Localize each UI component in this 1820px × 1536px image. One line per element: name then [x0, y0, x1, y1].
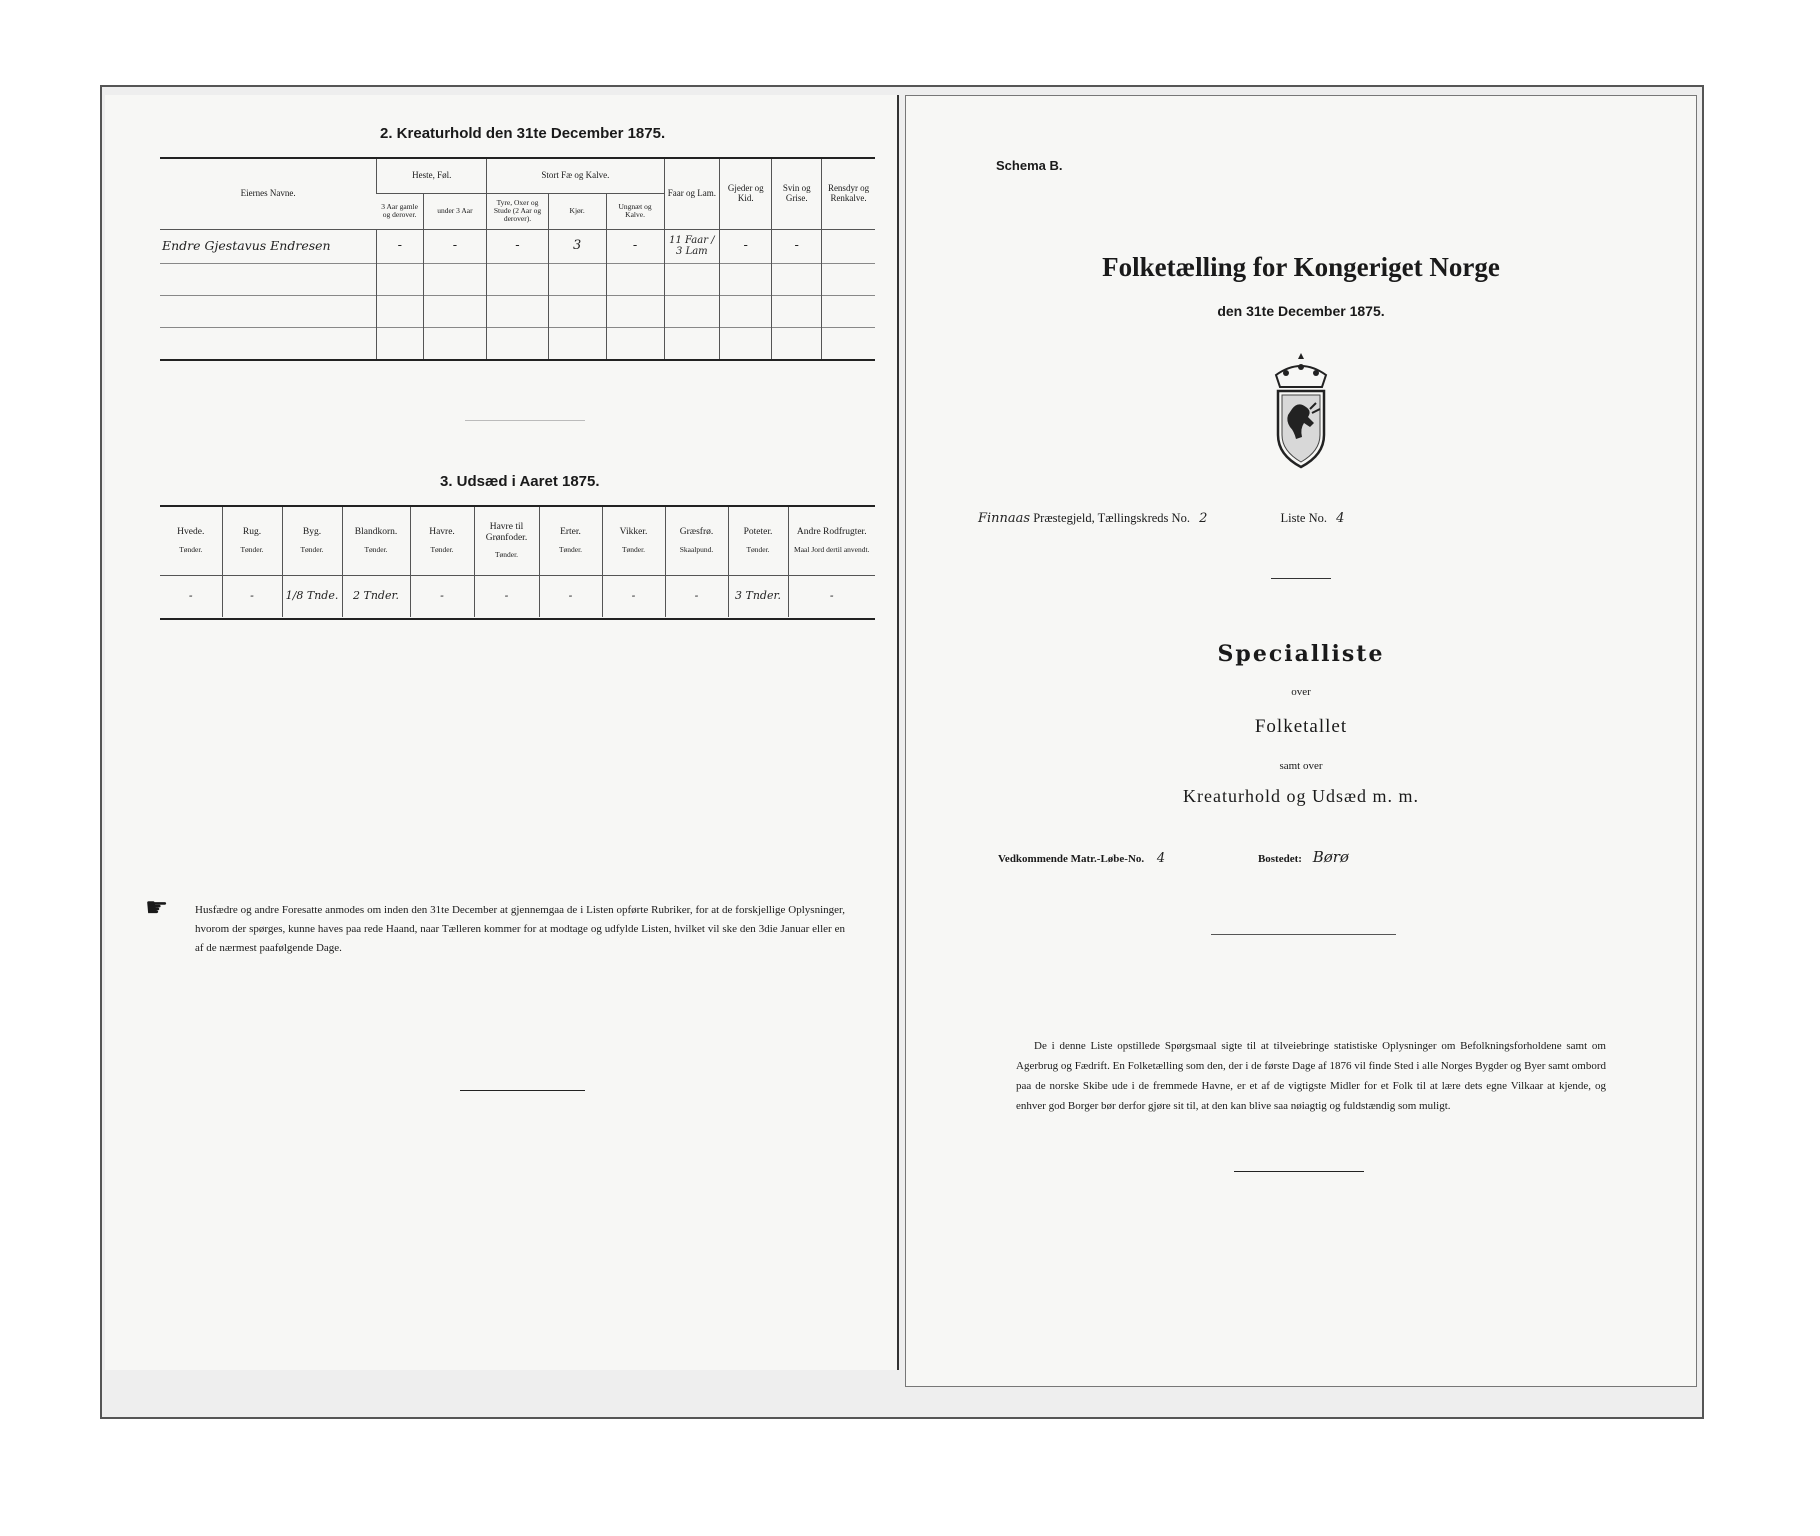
owner-name: Endre Gjestavus Endresen	[162, 238, 331, 254]
bulls-header: Tyre, Oxer og Stude (2 Aar og derover).	[487, 193, 548, 229]
cattle-header: Stort Fæ og Kalve.	[487, 159, 664, 193]
seed-cell: -	[474, 575, 539, 617]
seed-table-bottom-rule	[160, 618, 875, 620]
liste-number: 4	[1336, 511, 1345, 526]
district-line	[978, 511, 1678, 526]
cell-cows: 3	[548, 229, 606, 263]
seed-column-name: Græsfrø.	[679, 527, 714, 538]
seed-cell: -	[188, 589, 193, 603]
reindeer-header: Rensdyr og Renkalve.	[822, 159, 875, 229]
goats-header: Gjeder og Kid.	[720, 159, 772, 229]
seed-column-unit: Tønder.	[300, 544, 324, 554]
cell-sheep: 11 Faar / 3 Lam	[664, 229, 720, 263]
seed-column-name: Byg.	[302, 527, 322, 538]
faint-divider	[465, 420, 585, 421]
page-title: Folketælling for Kongeriget Norge	[1102, 252, 1500, 282]
matr-number: 4	[1156, 851, 1166, 866]
coat-of-arms-icon	[1268, 351, 1334, 471]
kreds-number: 2	[1199, 511, 1208, 526]
cell-pigs: -	[772, 229, 822, 263]
bottom-divider	[460, 1090, 585, 1091]
table-row	[160, 229, 875, 263]
schema-label: Schema B.	[996, 158, 1063, 173]
bottom-divider-right	[1234, 1171, 1364, 1172]
seed-cell: -	[222, 575, 282, 617]
bosted-label: Bostedet:	[1257, 853, 1302, 865]
table-row	[160, 575, 875, 617]
cell-horses-young: -	[423, 229, 487, 263]
table-row	[160, 263, 875, 295]
seed-column-unit: Tønder.	[430, 544, 454, 554]
seed-column-unit: Tønder.	[746, 544, 770, 554]
seed-column-header	[160, 507, 222, 575]
seed-column-unit: Maal Jord dertil anvendt.	[794, 544, 870, 554]
seed-column-unit: Tønder.	[621, 544, 646, 554]
seed-column-name: Blandkorn.	[354, 527, 398, 538]
seed-cell: -	[539, 575, 602, 617]
seed-column-unit: Tønder.	[240, 544, 264, 554]
cell-bulls: -	[487, 229, 548, 263]
parish-label: Præstegjeld, Tællingskreds No.	[1033, 511, 1190, 525]
seed-column-name: Rug.	[242, 527, 262, 538]
seed-column-header	[665, 507, 728, 575]
seed-column-name: Havre.	[429, 527, 455, 538]
seed-cell: 1/8 Tnde.	[282, 575, 342, 617]
specialliste-heading: Specialliste	[1217, 641, 1385, 667]
samt-over-text: samt over	[1279, 760, 1323, 772]
seed-cell: 3 Tnder.	[728, 575, 788, 617]
seed-column-header	[539, 507, 602, 575]
owner-header: Eiernes Navne.	[160, 159, 377, 229]
seed-cell: 2 Tnder.	[342, 575, 410, 617]
matr-label: Vedkommende Matr.-Løbe-No.	[998, 853, 1145, 865]
cows-header: Kjør.	[548, 193, 606, 229]
seed-column-header	[728, 507, 788, 575]
seed-column-header	[474, 507, 539, 575]
seed-column-header	[282, 507, 342, 575]
seed-column-unit: Tønder.	[494, 550, 519, 560]
section2-title: 2. Kreaturhold den 31te December 1875.	[380, 125, 666, 142]
seed-column-name: Erter.	[560, 527, 581, 538]
over-text: over	[1291, 686, 1311, 698]
horses-old-header: 3 Aar gamle og derover.	[377, 193, 423, 229]
mid-divider	[1211, 934, 1396, 935]
seed-column-unit: Skaalpund.	[679, 544, 714, 554]
parish-name: Finnaas	[978, 511, 1031, 526]
pointing-hand-icon: ☛	[145, 893, 169, 922]
sheep-header: Faar og Lam.	[664, 159, 720, 229]
kreaturhold-heading: Kreaturhold og Udsæd m. m.	[1183, 786, 1419, 806]
livestock-table	[160, 159, 875, 359]
young-cattle-header: Ungnæt og Kalve.	[606, 193, 664, 229]
table-row	[160, 295, 875, 327]
seed-column-unit: Tønder.	[179, 544, 203, 554]
seed-column-name: Havre til Grønfoder.	[485, 522, 528, 543]
horses-young-header: under 3 Aar	[423, 193, 487, 229]
horses-header: Heste, Føl.	[377, 159, 487, 193]
short-divider	[1271, 578, 1331, 579]
seed-cell: -	[602, 575, 665, 617]
seed-column-name: Vikker.	[619, 527, 648, 538]
table-row	[160, 327, 875, 359]
folketallet-heading: Folketallet	[1254, 716, 1348, 737]
right-page	[905, 95, 1697, 1387]
cell-horses-old: -	[377, 229, 423, 263]
seed-column-header	[602, 507, 665, 575]
section3-title: 3. Udsæd i Aaret 1875.	[440, 473, 600, 490]
explanation-paragraph: De i denne Liste opstillede Spørgsmaal sigte til at tilveiebringe statistiske Oplysninger om Befolkningsforholdene samt om Agerbrug og Fædrift. En Folketælling som den, der i de første Dage af 1876 vil finde Sted i alle Norges Bygder og Byer samt ombord paa de norske Skibe ude i de fremmede Havne, er et af de vigtigste Midler for et Folk til at lære dets egne Vilkaar at kjende, og enhver god Borger bør derfor gjøre sit til, at den kan blive saa nøiagtig og fuldstændig som muligt.	[1016, 1040, 1606, 1112]
left-page	[105, 95, 899, 1370]
seed-table	[160, 507, 875, 617]
pigs-header: Svin og Grise.	[772, 159, 822, 229]
seed-cell: -	[410, 575, 474, 617]
bosted-value: Børø	[1312, 848, 1349, 866]
seed-column-header	[342, 507, 410, 575]
seed-column-header	[222, 507, 282, 575]
cell-goats: -	[720, 229, 772, 263]
notice-text: Husfædre og andre Foresatte anmodes om inden den 31te December at gjennemgaa de i Listen opførte Rubriker, for at de forskjellige Oplysninger, hvorom der spørges, kunne haves paa rede Haand, naar Tælleren kommer for at modtage og udfylde Listen, hvilket vil ske den 3die Januar eller en af de nærmest paafølgende Dage.	[195, 904, 845, 954]
title-date: den 31te December 1875.	[1217, 303, 1385, 319]
seed-column-unit: Tønder.	[558, 544, 583, 554]
seed-column-name: Hvede.	[177, 527, 205, 538]
liste-label: Liste No.	[1280, 511, 1328, 525]
seed-column-header	[410, 507, 474, 575]
seed-column-header	[788, 507, 875, 575]
cell-young-cattle: -	[606, 229, 664, 263]
seed-column-name: Andre Rodfrugter.	[796, 527, 867, 538]
seed-column-name: Poteter.	[743, 527, 773, 538]
seed-cell: -	[788, 575, 875, 617]
cell-reindeer	[822, 229, 875, 263]
seed-column-unit: Tønder.	[364, 544, 388, 554]
seed-cell: -	[665, 575, 728, 617]
table-bottom-rule	[160, 359, 875, 361]
matr-line	[998, 848, 1648, 866]
